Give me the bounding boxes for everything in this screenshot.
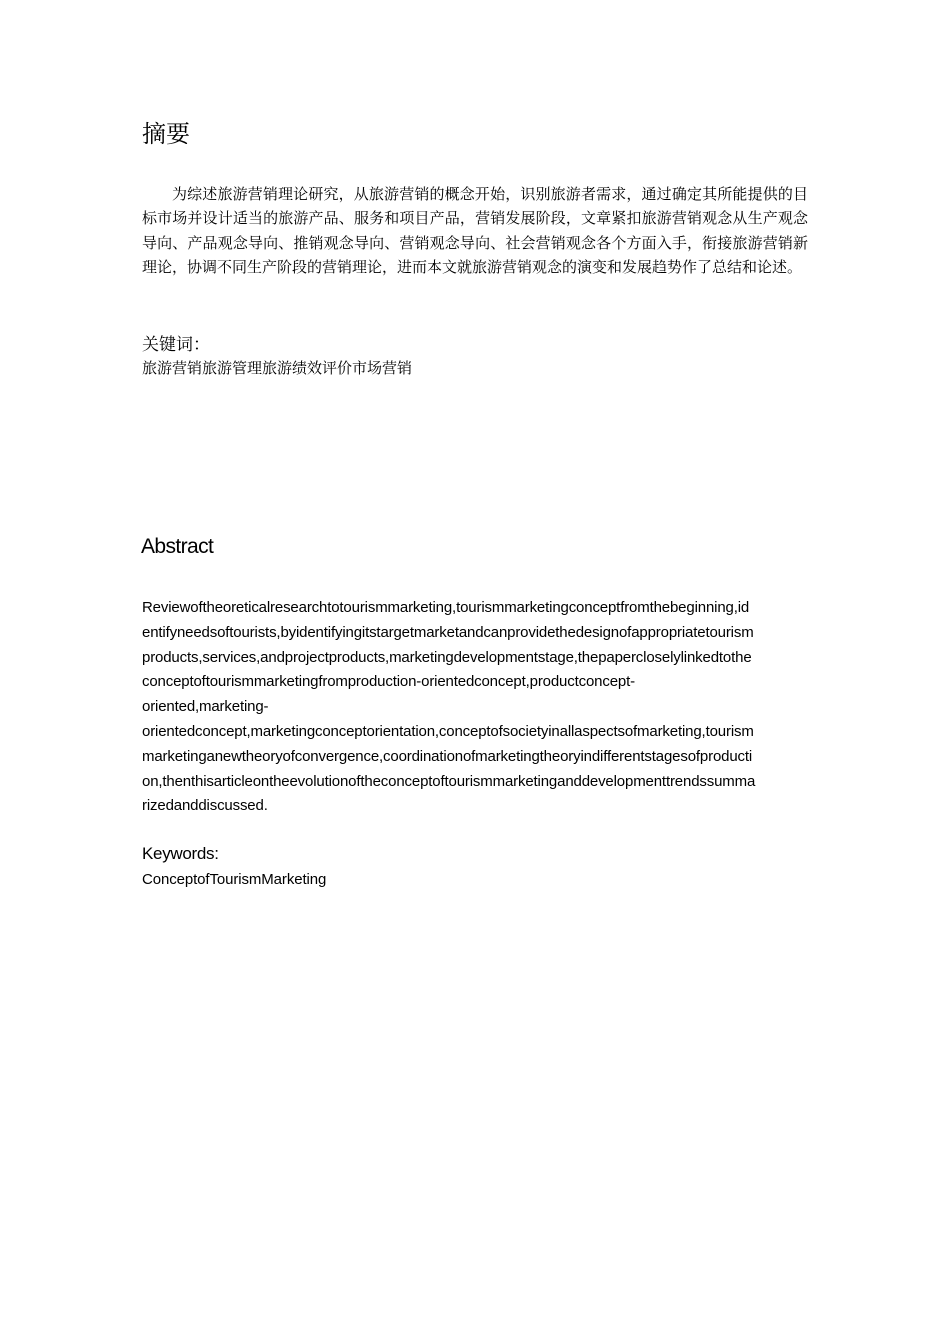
chinese-abstract-heading: 摘要: [142, 120, 190, 148]
english-abstract-line: orientedconcept,marketingconceptorientation,conceptofsocietyinallaspectsofmarketing,tourism: [142, 722, 754, 740]
chinese-keywords-label: 关键词：: [142, 335, 210, 355]
english-keywords-value: ConceptofTourismMarketing: [142, 871, 327, 888]
english-keywords-label: Keywords:: [142, 844, 219, 863]
english-abstract-line: rizedanddiscussed.: [142, 797, 268, 815]
english-abstract-line: Reviewoftheoreticalresearchtotourismmarketing,tourismmarketingconceptfromthebeginning,id: [142, 599, 750, 616]
chinese-keywords-value: 旅游营销旅游管理旅游绩效评价市场营销: [142, 359, 413, 377]
chinese-abstract-body: 为综述旅游营销理论研究，从旅游营销的概念开始，识别旅游者需求，通过确定其所能提供的目标市场并设计适当的旅游产品、服务和项目产品，营销发展阶段，文章紧扣旅游营销观念从生产观念导向、产品观念导向、推销观念导向、营销观念导向、社会营销观念各个方面入手，衔接旅游营销新理论，协调不同生产阶段的营销理论，进而本文就旅游营销观念的演变和发展趋势作了总结和论述。: [142, 185, 808, 277]
english-abstract-line: on,thenthisarticleontheevolutionoftheconceptoftourismmarketinganddevelopmenttrendssumma: [142, 772, 756, 790]
english-abstract-line: entifyneedsoftourists,byidentifyingitstargetmarketandcanprovidethedesignofappropriatetourism: [142, 623, 754, 641]
english-abstract-body: [142, 596, 808, 819]
english-abstract-line: oriented,marketing-: [142, 698, 269, 716]
english-abstract-line: products,services,andprojectproducts,marketingdevelopmentstage,thepapercloselylinkedtothe: [142, 648, 752, 666]
english-abstract-line: conceptoftourismmarketingfromproduction-orientedconcept,productconcept-: [142, 673, 635, 691]
english-abstract-line: marketinganewtheoryofconvergence,coordinationofmarketingtheoryindifferentstagesofproducti: [142, 747, 753, 765]
english-abstract-heading: Abstract: [141, 535, 214, 558]
